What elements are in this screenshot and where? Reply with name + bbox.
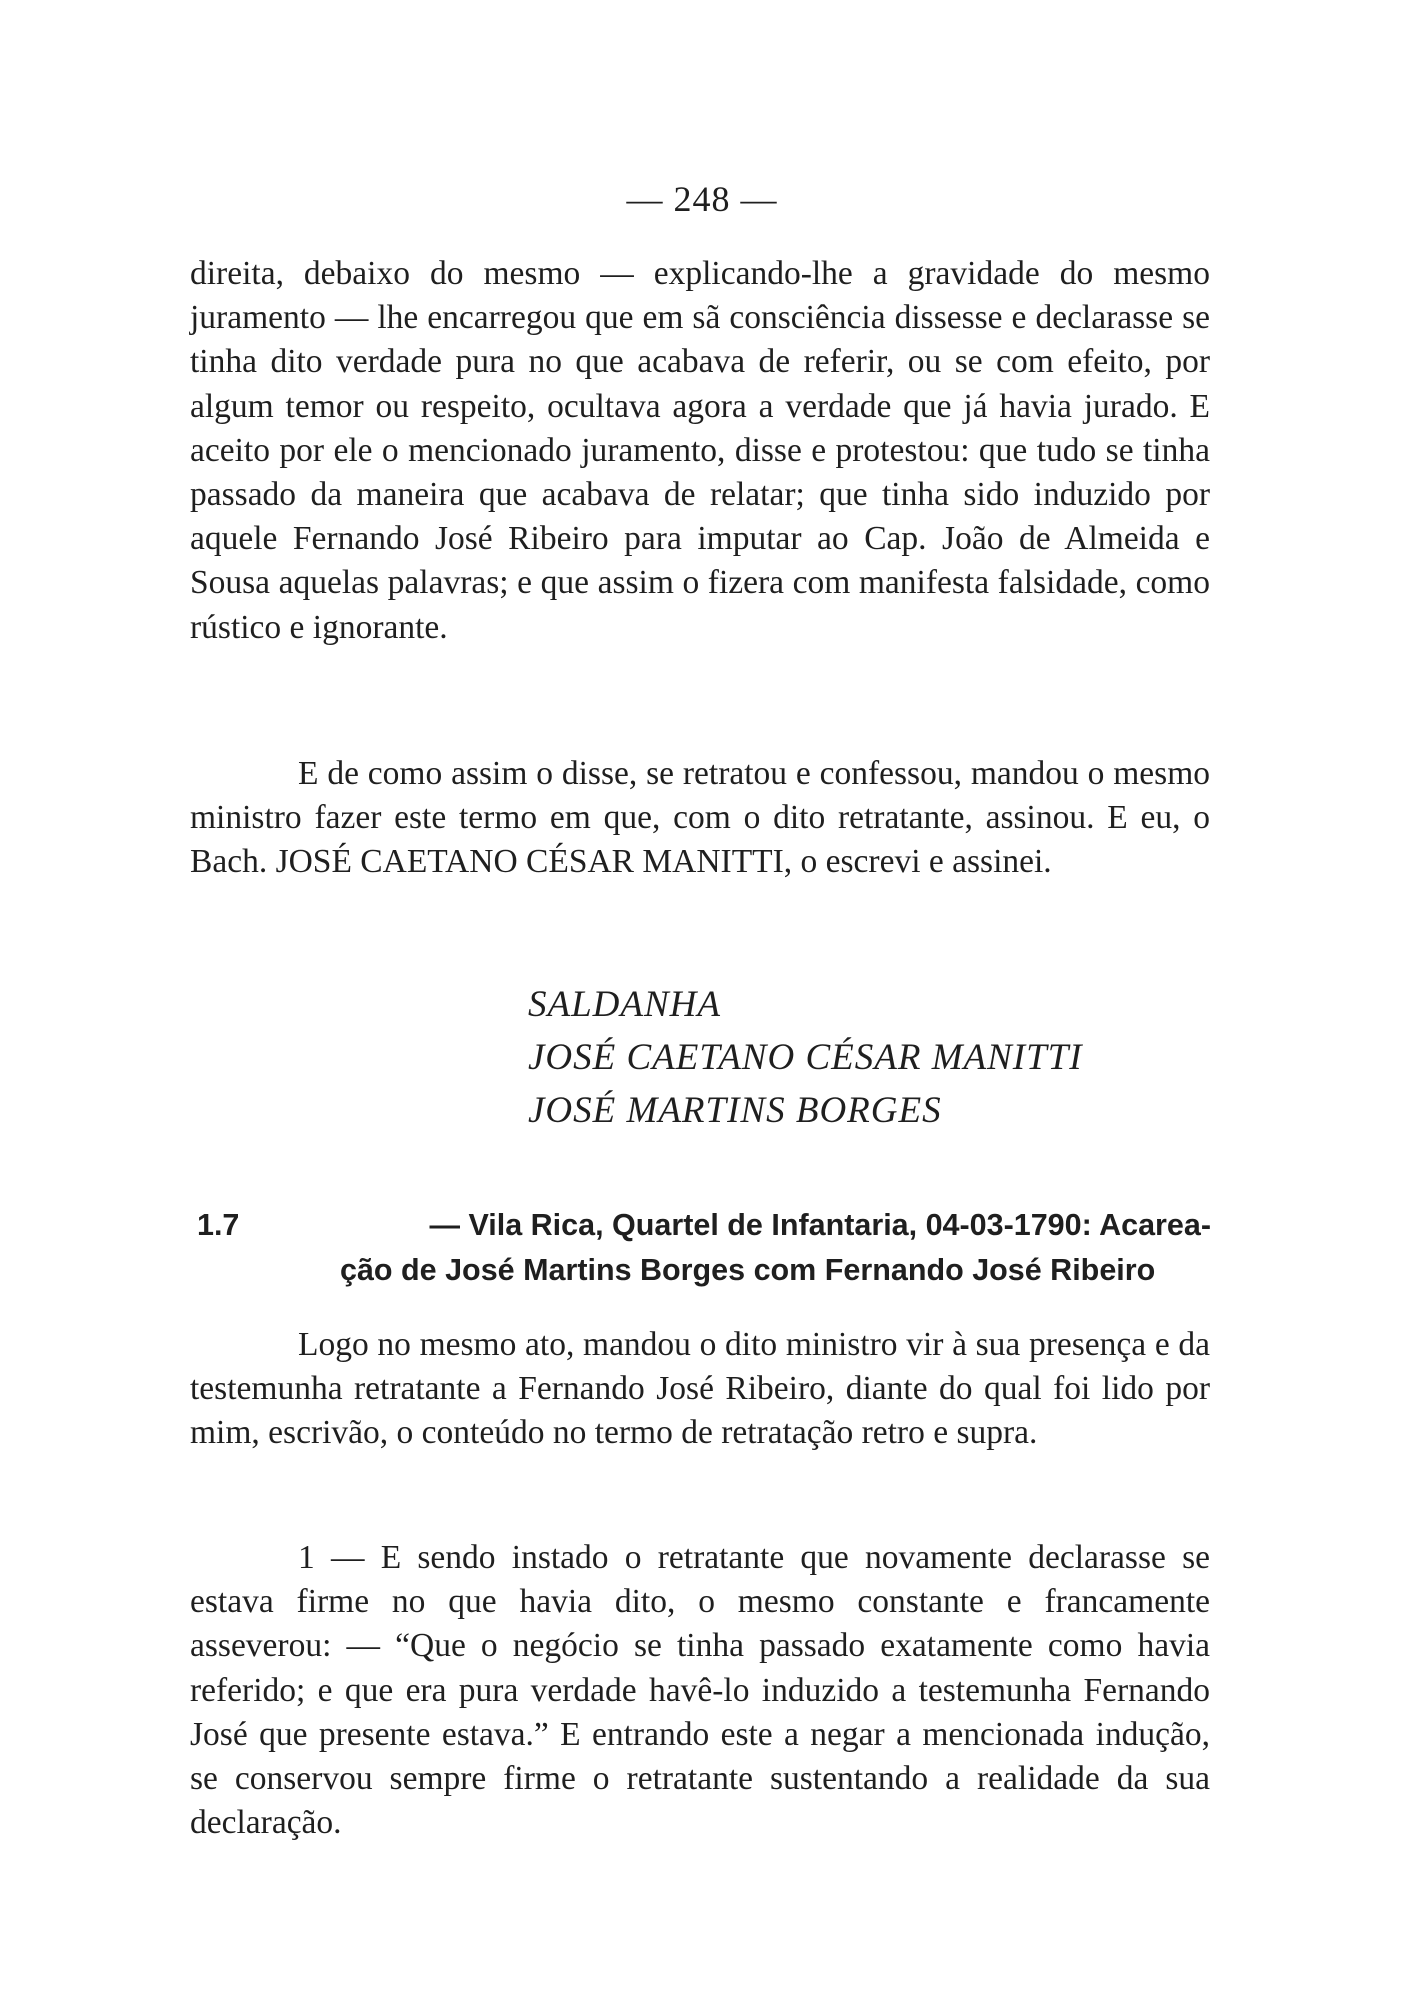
section-title-line-1: — Vila Rica, Quartel de Infantaria, 04-03-1790: Acarea-	[429, 1208, 1211, 1242]
signature-saldanha: SALDANHA	[528, 984, 721, 1025]
section-number: 1.7	[197, 1208, 240, 1242]
section-heading-line-1	[197, 1203, 1211, 1248]
signature-borges: JOSÉ MARTINS BORGES	[528, 1090, 942, 1131]
section-heading	[197, 1203, 1211, 1293]
page-number: — 248 —	[626, 179, 778, 219]
section-title-line-2: ção de José Martins Borges com Fernando José Ribeiro	[340, 1253, 1156, 1287]
signature-block	[528, 978, 1083, 1137]
signature-manitti: JOSÉ CAETANO CÉSAR MANITTI	[528, 1037, 1083, 1078]
paragraph-confrontation-item-1	[190, 1536, 1210, 1845]
paragraph-text: E de como assim o disse, se retratou e confessou, mandou o mesmo ministro fazer este termo em que, com o dito retratante, assinou. E eu, o Bach. JOSÉ CAETANO CÉSAR MANITTI, o escrevi e assinei.	[190, 755, 1210, 881]
paragraph-retraction-closing	[190, 752, 1210, 885]
paragraph-retraction-oath	[190, 252, 1210, 650]
paragraph-text: Logo no mesmo ato, mandou o dito ministro vir à sua presença e da testemunha retratante a Fernando José Ribeiro, diante do qual foi lido por mim, escrivão, o conteúdo no termo de retratação retro e supra.	[190, 1326, 1210, 1452]
paragraph-text: 1 — E sendo instado o retratante que novamente declarasse se estava firme no que havia dito, o mesmo constante e francamente asseverou: — “Que o negócio se tinha passado exatamente como havia referido; e que era pura verdade havê-lo induzido a testemunha Fernando José que presente estava.” E entrando este a negar a mencionada indução, se conservou sempre firme o retratante sustentando a realidade da sua declaração.	[190, 1539, 1210, 1842]
paragraph-confrontation-intro	[190, 1323, 1210, 1456]
paragraph-text: direita, debaixo do mesmo — explicando-lhe a gravidade do mesmo juramento — lhe encarregou que em sã consciência dissesse e declarasse se tinha dito verdade pura no que acabava de referir, ou se com efeito, por algum temor ou respeito, ocultava agora a verdade que já havia jurado. E aceito por ele o mencionado juramento, disse e protestou: que tudo se tinha passado da maneira que acabava de relatar; que tinha sido induzido por aquele Fernando José Ribeiro para imputar ao Cap. João de Almeida e Sousa aquelas palavras; e que assim o fizera com manifesta falsidade, como rústico e ignorante.	[190, 255, 1210, 646]
